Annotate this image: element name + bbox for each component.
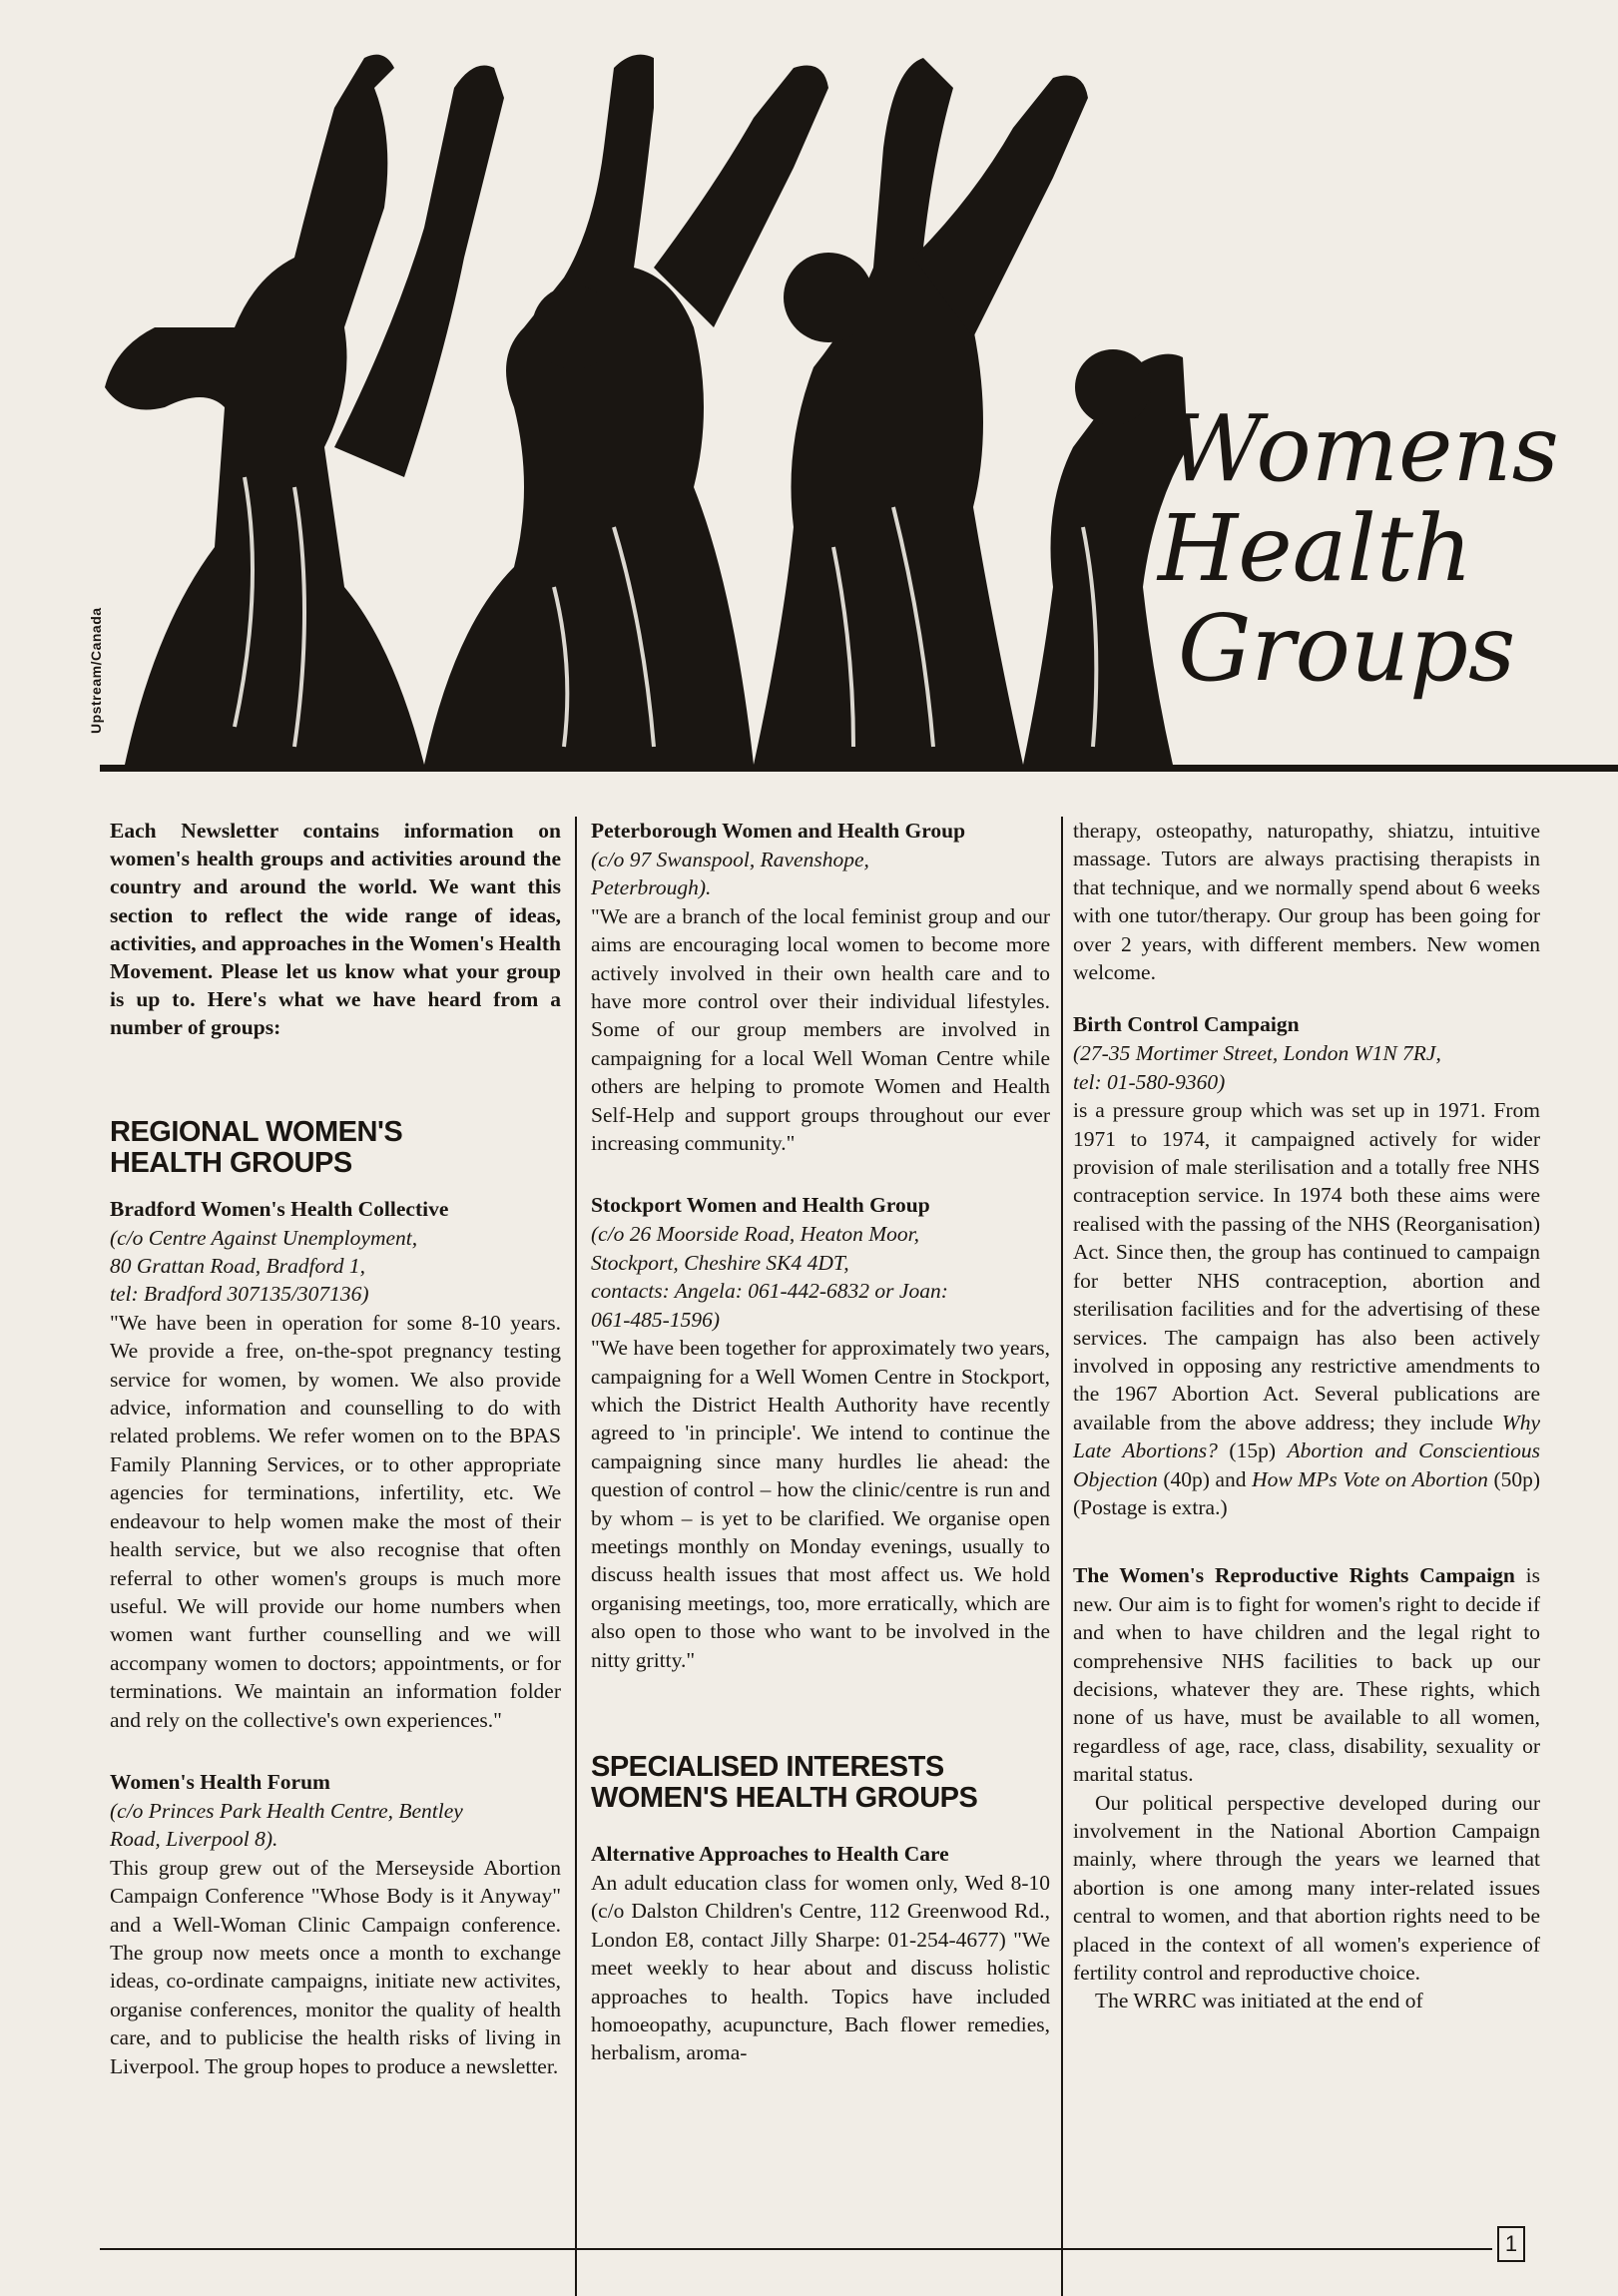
group-description: "We have been together for approximately two years, campaigning for a Well Women Centre in Stockport, which the District Health Authority have recently agreed to 'in principle'. We intend to continue the campaigning since many hurdles lie ahead: the question of control – how the clinic/centre is run and by whom – is yet to be clarified. We organise open meetings monthly on Monday evenings, usually to discuss health issues that most affect us. We hold organising meetings, too, more erratically, which are also open to those who want to be involved in the nitty gritty." — [591, 1336, 1050, 1672]
group-title: Peterborough Women and Health Group — [591, 819, 966, 843]
group-address — [591, 1220, 1050, 1334]
address-line: Peterbrough). — [591, 875, 712, 900]
group-title: Bradford Women's Health Collective — [110, 1196, 449, 1221]
publication-title: Abortion and Conscientious Objection — [1073, 1438, 1541, 1491]
group-entry-alternative-approaches — [591, 1840, 1050, 2067]
group-description: "We are a branch of the local feminist group and our aims are encouraging local women to become more actively involved in their own health care and to have more control over their individual lifestyles. Some of our group members are involved in campaigning for a local Well Woman Centre while others are helping to promote Women and Health Self-Help and support groups throughout our ever increasing community." — [591, 903, 1050, 1156]
group-description: Our political perspective developed during our involvement in the National Abortion Campaign mainly, where through the years we learned that abortion is one among many inter-related issues central to women, and that abortion rights need to be placed in the context of all women's experience of fertility control and reproductive choice. — [1073, 1790, 1540, 1986]
publication-title: Why Late Abortions? — [1073, 1410, 1540, 1463]
publication-title: How MPs Vote on Abortion — [1252, 1466, 1488, 1491]
section-heading-regional — [110, 1117, 561, 1179]
publication-price: (15p) — [1229, 1438, 1276, 1463]
group-title: Stockport Women and Health Group — [591, 1193, 930, 1218]
group-entry-peterborough — [591, 817, 1050, 1157]
address-line: (c/o Centre Against Unemployment, — [110, 1225, 418, 1250]
section-heading-line: WOMEN'S HEALTH GROUPS — [591, 1781, 978, 1814]
section-heading-line: HEALTH GROUPS — [110, 1146, 352, 1179]
group-description: The WRRC was initiated at the end of — [1095, 1989, 1423, 2013]
address-line: tel: 01-580-9360) — [1073, 1069, 1226, 1094]
address-line: (c/o 97 Swanspool, Ravenshope, — [591, 848, 869, 871]
column-divider — [575, 817, 577, 2296]
publication-price: (50p) (Postage is extra.) — [1073, 1466, 1541, 1519]
column-divider — [1061, 817, 1063, 2296]
group-title: Women's Health Forum — [110, 1769, 330, 1794]
headline-line: Groups — [1178, 595, 1516, 702]
headline-line: Health — [1158, 495, 1473, 602]
group-description — [1073, 1096, 1540, 1521]
column-2 — [591, 817, 1050, 2067]
group-description: "We have been in operation for some 8-10 years. We provide a free, on-the-spot pregnancy testing service for women, by women. We also provide advice, information and counselling to do with related problems. We refer women on to the BPAS Family Planning Services, or to other appropriate agencies for terminations, infertility, etc. We endeavour to help women make the most of their health service, but we also recognise that often referral to other women's groups is much more useful. We will provide our home numbers when women want further counselling and we will accompany women to doctors; appointments, or for terminations. We maintain an information folder and rely on the collective's own experiences." — [110, 1310, 561, 1732]
footer-rule — [100, 2248, 1492, 2250]
group-title: The Women's Reproductive Rights Campaign — [1073, 1563, 1515, 1588]
description-text: is a pressure group which was set up in 1971. From 1971 to 1974, it campaigned actively for wider provision of male sterilisation and a totally free NHS contraception service. In 1974 both these aims were realised with the passing of the NHS (Reorganisation) Act. Since then, the group has continued to campaign for better NHS contraception, abortion and sterilisation facilities and for the advertising of these services. The campaign has also been actively involved in opposing any restrictive amendments to the 1967 Abortion Act. Several publications are available from the above address; they include — [1073, 1098, 1540, 1435]
group-description: An adult education class for women only, Wed 8-10 (c/o Dalston Children's Centre, 112 Greenwood Rd., London E8, contact Jilly Sharpe: 01-254-4677) "We meet weekly to hear about and discuss holistic approaches to health. Topics have included homoeopathy, acupuncture, Bach flower remedies, herbalism, aroma- — [591, 1870, 1050, 2065]
page-headline — [1158, 395, 1607, 702]
intro-paragraph: Each Newsletter contains information on women's health groups and activities around the country and around the world. We want this section to reflect the wide range of ideas, activities, and approaches in the Women's Health Movement. Please let us know what your group is up to. Here's what we have heard from a number of groups: — [110, 819, 561, 1040]
group-title: Birth Control Campaign — [1073, 1012, 1300, 1037]
column-3 — [1073, 817, 1540, 2015]
group-address — [1073, 1039, 1540, 1096]
group-entry-birth-control — [1073, 1010, 1540, 1521]
section-heading-specialised — [591, 1752, 1050, 1814]
column-1 — [110, 817, 561, 2080]
publication-price: (40p) and — [1163, 1466, 1247, 1491]
address-line: contacts: Angela: 061-442-6832 or Joan: — [591, 1279, 948, 1304]
group-address — [591, 846, 1050, 902]
group-entry-stockport — [591, 1191, 1050, 1674]
address-line: (c/o 26 Moorside Road, Heaton Moor, — [591, 1222, 920, 1247]
group-address — [110, 1797, 561, 1854]
headline-line: Womens — [1168, 395, 1559, 502]
group-description-continued: therapy, osteopathy, naturopathy, shiatzu, intuitive massage. Tutors are always practising therapists in that technique, and we normally spend about 6 weeks with one tutor/therapy. Our group has been going for over 2 years, with different members. New women welcome. — [1073, 819, 1540, 985]
address-line: (c/o Princes Park Health Centre, Bentley — [110, 1798, 463, 1823]
raised-arms-illustration — [95, 28, 1188, 765]
section-heading-line: SPECIALISED INTERESTS — [591, 1750, 944, 1783]
header-rule — [100, 765, 1618, 772]
group-title: Alternative Approaches to Health Care — [591, 1841, 949, 1866]
address-line: Stockport, Cheshire SK4 4DT, — [591, 1250, 849, 1275]
address-line: Road, Liverpool 8). — [110, 1827, 278, 1852]
address-line: 80 Grattan Road, Bradford 1, — [110, 1254, 366, 1279]
page-number: 1 — [1497, 2226, 1525, 2262]
group-entry-health-forum — [110, 1768, 561, 2080]
group-entry-wrrc — [1073, 1561, 1540, 2015]
description-text: is new. Our aim is to fight for women's right to decide if and when to have children and the legal right to comprehensive NHS facilities to back up our decisions, whatever they are. These rights, which none of us have, must be available to all women, regardless of age, race, class, disability, sexuality or marital status. — [1073, 1563, 1541, 1787]
group-address — [110, 1224, 561, 1309]
address-line: tel: Bradford 307135/307136) — [110, 1282, 369, 1307]
photo-credit: Upstream/Canada — [88, 607, 104, 734]
section-heading-line: REGIONAL WOMEN'S — [110, 1115, 403, 1148]
address-line: 061-485-1596) — [591, 1307, 720, 1332]
group-entry-bradford — [110, 1195, 561, 1734]
group-description — [1073, 1561, 1540, 1788]
address-line: (27-35 Mortimer Street, London W1N 7RJ, — [1073, 1041, 1441, 1066]
group-description: This group grew out of the Merseyside Abortion Campaign Conference "Whose Body is it Anyway" and a Well-Woman Clinic Campaign conference. The group now meets once a month to exchange ideas, co-ordinate campaigns, initiate new activites, organise conferences, monitor the quality of health care, and to publicise the health risks of living in Liverpool. The group hopes to produce a newsletter. — [110, 1855, 561, 2078]
